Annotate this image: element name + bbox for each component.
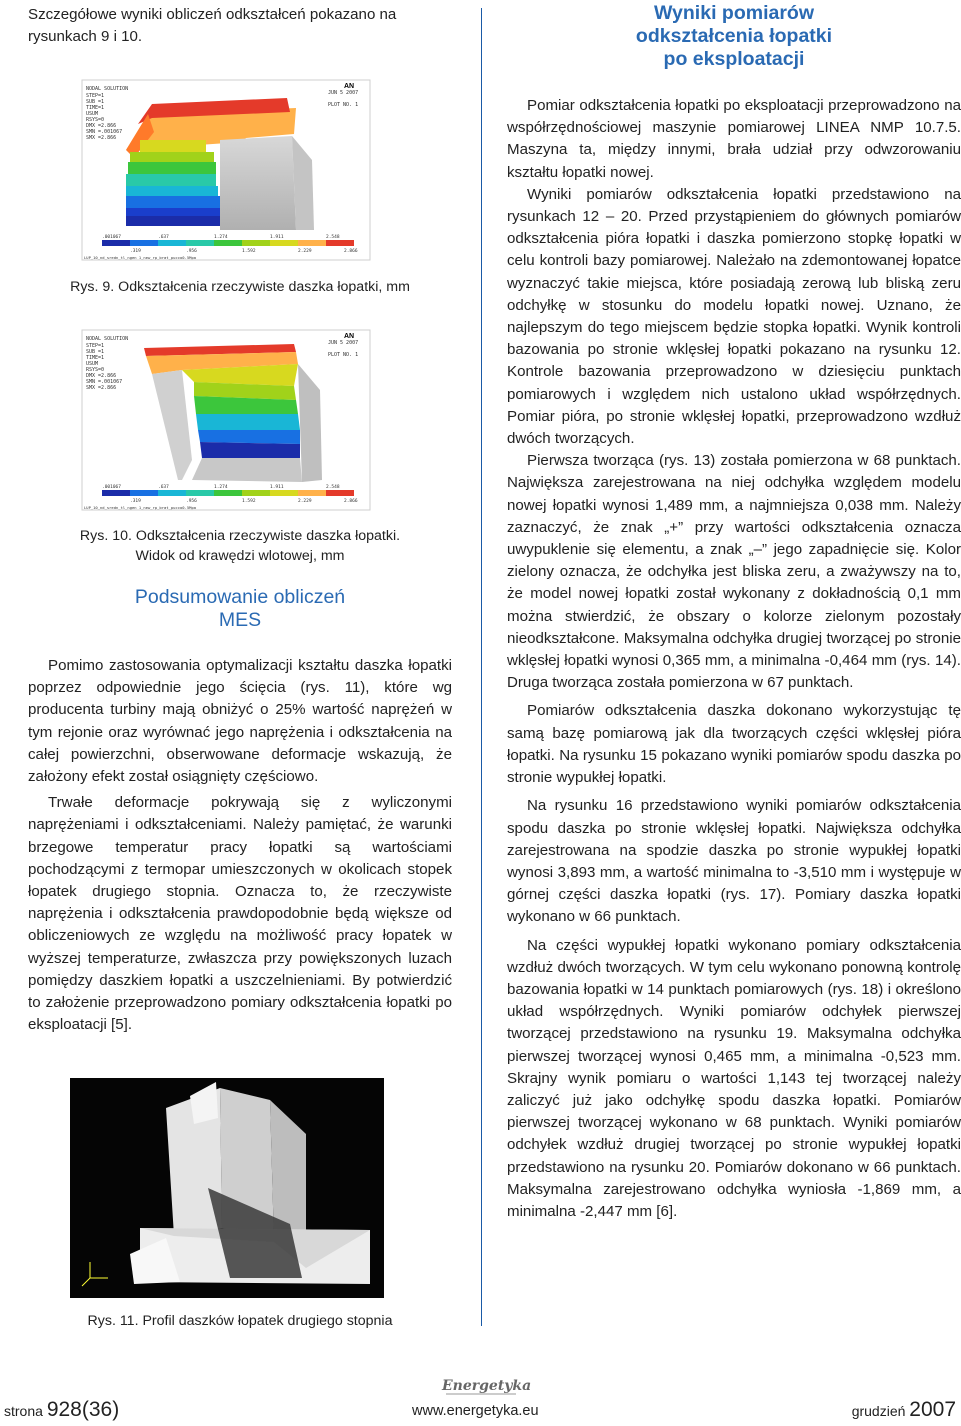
scale-label: 2.229 xyxy=(298,499,312,504)
fea-footer: LUP_10_nd_sredn_tl_ngen 1_new_rp_brat_pucco0.5Mpa xyxy=(84,255,197,260)
scale-label: .637 xyxy=(158,235,169,240)
fea-line: SMN =.001067 xyxy=(86,379,123,385)
figure-10-caption xyxy=(28,526,452,566)
results-title-line-2: odkształcenia łopatki xyxy=(635,25,833,47)
fea-line: TIME=1 xyxy=(86,355,105,361)
scale-label: 2.866 xyxy=(344,249,358,254)
section-title-line-2: MES xyxy=(218,609,262,631)
fea-line: STEP=1 xyxy=(86,343,105,349)
intro-paragraph: Szczegółowe wyniki obliczeń odkształceń pokazano na rysunkach 9 i 10. xyxy=(28,6,397,46)
results-paragraph-6: Na części wypukłej łopatki wykonano pomiary odkształcenia wzdłuż dwóch tworzących. W tym celu wykonano ponowną kontrolę bazowania łopatki w 14 punktach pomiarowych (rys. 18) i określono układ współrzędnych. Wyniki pomiarów odchyłek pierwszej tworzącej przedstawiono na rysunku 19. Maksymalna odchyłka pierwszej tworzącej wynosi 0,465 mm, a minimalna -0,523 mm. Skrajny wynik pomiaru o wartości 1,143 tej tworzącej należy zaliczyć już jako odchyłkę spodu daszka łopatki. Pomiarów pierwszej tworzącej wykonano w 68 punktach. Wyniki pomiarów odchyłek wzdłuż drugiej tworzącej po stronie wypukłej łopatki przedstawiono na rysunku 20. Pomiarów dokonano w 66 punktach. Maksymalna zarejestrowano odchyłka wyniosła -1,869 mm, a minimalna -2,447 mm [6]. xyxy=(507,936,961,1220)
fea-line: RSYS=0 xyxy=(86,367,105,373)
fea-date: JUN 5 2007 xyxy=(328,340,359,346)
fea-line: STEP=1 xyxy=(86,93,105,99)
issue-date xyxy=(852,1398,956,1422)
blade-model xyxy=(126,98,314,230)
scale-label: 2.548 xyxy=(326,235,340,240)
summary-paragraph-2: Trwałe deformacje pokrywają się z wyliczonymi naprężeniami i odkształceniami. Należy pamiętać, że warunki brzegowe temperatur pracy łopatki są wartościami pochodzącymi z termopar umieszczonych w okolicach stopek łopatek drugiego stopnia. Oznacza to, że rzeczywiste naprężenia i odkształcenia prawdopodobnie będą większe od obliczeniowych ze względu na możliwość pracy łopatek w wyższej temperaturze, zwłaszcza przy powiększonych luzach pomiędzy daszkiem łopatki a uszczelnieniami. By potwierdzić to założenie przeprowadzono pomiary odkształcenia łopatki po eksploatacji [5]. xyxy=(28,794,452,1034)
fea-title: NODAL SOLUTION xyxy=(86,86,129,92)
section-title-line-1: Podsumowanie obliczeń xyxy=(134,586,346,608)
color-scale xyxy=(102,490,354,496)
figure-9-caption: Rys. 9. Odkształcenia rzeczywiste daszka łopatki, mm xyxy=(70,279,410,295)
figure-11-blade-profile xyxy=(70,1078,384,1298)
fea-line: SMX =2.866 xyxy=(86,385,117,391)
fea-plot-no: PLOT NO. 1 xyxy=(328,352,359,358)
fea-line: USUM xyxy=(86,361,99,367)
fea-line: SMX =2.866 xyxy=(86,135,117,141)
page-number-value: 928(36) xyxy=(46,1398,120,1421)
scale-label: 2.548 xyxy=(326,485,340,490)
scale-label: .956 xyxy=(186,249,197,254)
page-footer xyxy=(0,1370,960,1426)
results-paragraph-2: Wyniki pomiarów odkształcenia łopatki przedstawiono na rysunkach 12 – 20. Przed przystąpieniem do głównych pomiarów odkształcenia pióra łopatki i daszka pomierzono stopkę łopatki w celu kontroli bazy pomiarowej. Należało na zdemontowanej łopatce wyznaczyć takie miejsca, które posiadają zerową lub bliską zeru odchyłkę w stosunku do modelu łopatki nowej. Uznano, że najlepszym do tego miejscem będzie stopka łopatki. Wynik kontroli bazowania po stronie wklęsłej łopatki pokazano na rysunku 12. Kontrole bazowania przeprowadzono w dziesięciu punktach pomiarowych i względem nich ustalono układ współrzędnych. Pomiar pióra, po stronie wklęsłej łopatki, przeprowadzono wzdłuż dwóch tworzących. xyxy=(507,185,961,448)
results-title-line-1: Wyniki pomiarów xyxy=(654,2,814,24)
fea-date: JUN 5 2007 xyxy=(328,90,359,96)
page-number xyxy=(4,1398,119,1422)
fea-line: DMX =2.866 xyxy=(86,373,117,379)
column-divider xyxy=(481,8,482,1326)
website-link[interactable]: www.energetyka.eu xyxy=(412,1403,539,1419)
scale-label: 1.274 xyxy=(214,485,228,490)
figure-10-caption-line-1: Rys. 10. Odkształcenia rzeczywiste daszka łopatki. xyxy=(79,528,401,544)
figure-9-fea-plot xyxy=(82,80,370,260)
results-text xyxy=(507,95,961,1223)
fea-line: SMN =.001067 xyxy=(86,129,123,135)
issue-month: grudzień xyxy=(851,1403,906,1419)
results-paragraph-3: Pierwsza tworząca (rys. 13) została pomierzona w 68 punktach. Największa zarejestrowana na niej odchyłka względem modelu nowej łopatki wynosi 1,489 mm, a najmniejsza 0,038 mm. Należy zaznaczyć, że znak „+” przy wartości odkształcenia oznacza uwypuklenie się elementu, a znak „–” jego zapadnięcie się. Kolor zielony oznacza, że odchyłka jest bliska zeru, a zważywszy na to, że model nowej łopatki został wykonany z dokładnością 0,1 mm można stwierdzić, że obszary o kolorze zielonym pozostały nieodkształcone. Maksymalna odchyłka drugiej tworzącej po stronie wklęsłej łopatki wynosi 0,365 mm, a minimalna -0,464 mm (rys. 14). Druga tworząca została pomierzona w 67 punktach. xyxy=(507,452,961,692)
scale-label: 1.274 xyxy=(214,235,228,240)
fea-line: SUB =1 xyxy=(86,349,105,355)
scale-label: 2.866 xyxy=(344,499,358,504)
figure-10-fea-plot xyxy=(82,330,370,510)
fea-line: SUB =1 xyxy=(86,99,105,105)
fea-title: NODAL SOLUTION xyxy=(86,336,129,342)
section-heading-summary xyxy=(28,586,452,632)
scale-label: .001067 xyxy=(102,235,121,240)
fea-line: DMX =2.866 xyxy=(86,123,117,129)
fea-footer: LUP_10_nd_sredn_tl_ngen 1_new_rp_brat_pucco0.5Mpa xyxy=(84,505,197,510)
ansys-logo: AN xyxy=(344,333,355,340)
left-column xyxy=(28,4,452,48)
summary-paragraph-1: Pomimo zastosowania optymalizacji kształtu daszka łopatki poprzez odpowiednie jego ścięcia (rys. 11), które wg producenta turbiny mają obniżyć o 25% wartość naprężeń w tym rejonie oraz wyrównać jego naprężenia i odkształcenia na całej powierzchni, obserwowane deformacje wskazują, że założony efekt został osiągnięty częściowo. xyxy=(28,657,452,786)
fea-line: TIME=1 xyxy=(86,105,105,111)
color-scale xyxy=(102,240,354,246)
scale-label: .001067 xyxy=(102,485,121,490)
page-label: strona xyxy=(4,1403,43,1419)
scale-label: 1.592 xyxy=(242,499,256,504)
scale-label: .319 xyxy=(130,249,141,254)
energetyka-logo xyxy=(440,1372,532,1398)
issue-year: 2007 xyxy=(909,1398,956,1421)
scale-label: .956 xyxy=(186,499,197,504)
figure-11-caption: Rys. 11. Profil daszków łopatek drugiego stopnia xyxy=(87,1313,393,1329)
results-paragraph-5: Na rysunku 16 przedstawiono wyniki pomiarów odkształcenia spodu daszka po stronie wklęsłej łopatki. Największa odchyłka zarejestrowana na spodzie daszka po stronie wypukłej łopatki wynosi 3,893 mm, a wartość minimalna to -3,510 mm i występuje w górnej części daszka łopatki (rys. 17). Pomiary daszka łopatki wykonano w 66 punktach. xyxy=(507,797,961,926)
summary-text xyxy=(28,655,452,1036)
results-title-line-3: po eksploatacji xyxy=(663,48,805,70)
fea-line: RSYS=0 xyxy=(86,117,105,123)
scale-label: 2.229 xyxy=(298,249,312,254)
results-paragraph-1: Pomiar odkształcenia łopatki po eksploatacji przeprowadzono na współrzędnościowej maszynie pomiarowej LINEA NMP 10.7.5. Maszyna ta, między innymi, brała udział przy odwzorowaniu kształtu łopatki nowej. xyxy=(507,97,961,181)
scale-label: .637 xyxy=(158,485,169,490)
fea-plot-no: PLOT NO. 1 xyxy=(328,102,359,108)
figure-10-caption-line-2: Widok od krawędzi wlotowej, mm xyxy=(135,548,345,564)
scale-label: 1.911 xyxy=(270,485,284,490)
ansys-logo: AN xyxy=(344,83,355,90)
fea-line: USUM xyxy=(86,111,99,117)
results-paragraph-4: Pomiarów odkształcenia daszka dokonano wykorzystując tę samą bazę pomiarową jak dla tworzących części wklęsłej pióra łopatki. Na rysunku 15 pokazano wyniki pomiarów spodu daszka po stronie wypukłej łopatki. xyxy=(507,702,961,787)
section-heading-results xyxy=(507,2,961,71)
scale-label: .319 xyxy=(130,499,141,504)
scale-label: 1.592 xyxy=(242,249,256,254)
right-column xyxy=(507,0,961,1223)
scale-label: 1.911 xyxy=(270,235,284,240)
logo-wordmark: Energetyka xyxy=(442,1378,532,1394)
